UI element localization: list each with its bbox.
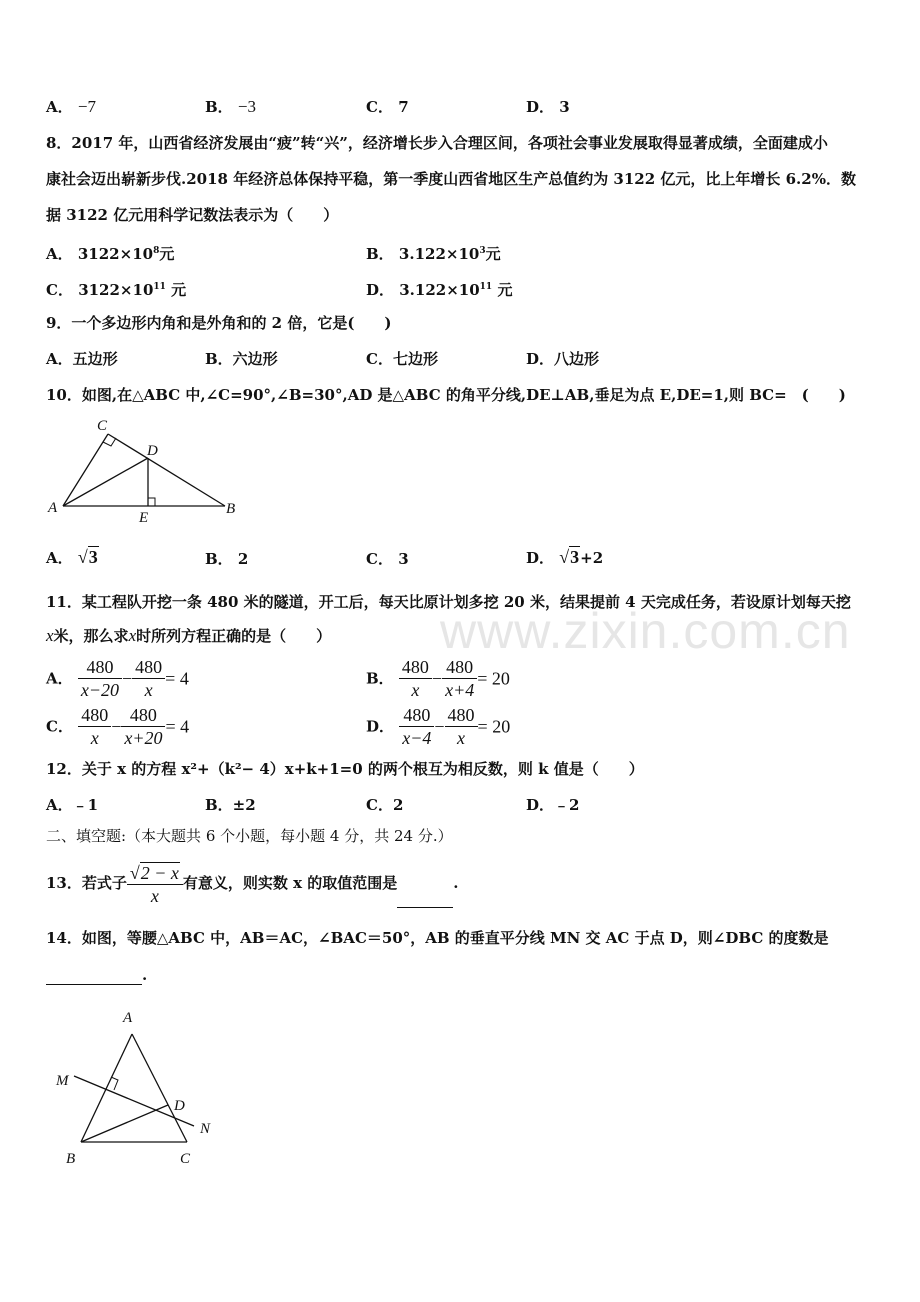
q9-option-b[interactable]: B．六边形	[205, 350, 278, 368]
fig-side-ac	[63, 434, 108, 506]
q14-stem: 14．如图，等腰△ABC 中，AB＝AC，∠BAC＝50°，AB 的垂直平分线 MN 交 AC 于点 D，则∠DBC 的度数是	[46, 929, 829, 947]
q9-option-a[interactable]: A．五边形	[46, 350, 118, 368]
q8-option-a[interactable]: A． $3122\times 10^8$元	[46, 245, 175, 263]
q9-option-c[interactable]: C．七边形	[366, 350, 438, 368]
fig-label-d: D	[174, 1098, 185, 1114]
q11-option-a[interactable]: A． $\frac{480}{x-20}$ − $\frac{480}{x}$ = 4	[46, 657, 189, 700]
fig-label-e: E	[139, 510, 149, 526]
q11-option-c[interactable]: C． $\frac{480}{x}$ − $\frac{480}{x+20}$ = 4	[46, 705, 190, 748]
q7-option-a[interactable]: A． −7	[46, 97, 96, 116]
q12-option-c[interactable]: C．2	[366, 796, 404, 814]
q9-stem: 9．一个多边形内角和是外角和的 2 倍，它是( )	[46, 314, 392, 332]
sqrt-symbol: √3	[559, 547, 580, 567]
fig-side-ac	[132, 1034, 187, 1142]
q10-option-d[interactable]: D． √3+2	[526, 547, 604, 567]
q11-option-b[interactable]: B． $\frac{480}{x}$ − $\frac{480}{x+4}$ = 20	[366, 657, 510, 700]
q14-answer-line: .	[46, 965, 147, 985]
q8-option-c[interactable]: C． $3122\times 10^{11}$ 元	[46, 281, 187, 299]
q10-stem: 10．如图,在△ABC 中,∠C=90°,∠B=30°,AD 是△ABC 的角平分线,DE⊥AB,垂足为点 E,DE=1,则 BC= ( )	[46, 386, 846, 404]
fig-label-a: A	[123, 1010, 133, 1026]
fig-segment-bd	[81, 1105, 168, 1142]
q8-option-b[interactable]: B． $3.122\times 10^3$元	[366, 245, 501, 263]
q9-option-d[interactable]: D．八边形	[526, 350, 600, 368]
fig-right-angle-mark	[111, 1077, 118, 1090]
q11-option-d[interactable]: D． $\frac{480}{x-4}$ − $\frac{480}{x}$ = 20	[366, 705, 511, 748]
q12-option-d[interactable]: D．﹣2	[526, 796, 580, 814]
fig-label-a: A	[48, 500, 58, 516]
q7-option-c[interactable]: C． 7	[366, 98, 409, 116]
fig-label-c: C	[180, 1151, 191, 1167]
q14-answer-blank[interactable]	[46, 984, 142, 985]
fig-right-angle-e	[148, 498, 155, 506]
fig-label-b: B	[226, 501, 236, 517]
watermark: www.zixin.com.cn	[440, 603, 851, 659]
q12-stem: 12．关于 x 的方程 x²+（k²− 4）x+k+1=0 的两个根互为相反数，则 k 值是（ ）	[46, 760, 644, 778]
section-fill-in-heading: 二、填空题:（本大题共 6 个小题，每小题 4 分，共 24 分.）	[46, 827, 453, 845]
q10-option-a[interactable]: A． √3	[46, 547, 98, 567]
q8-stem-line2: 康社会迈出崭新步伐.2018 年经济总体保持平稳，第一季度山西省地区生产总值约为 3122 亿元，比上年增长 6.2%．数	[46, 170, 856, 188]
fig-label-m: M	[56, 1073, 69, 1089]
fig-side-ab	[81, 1034, 132, 1142]
q7-option-d[interactable]: D． 3	[526, 98, 570, 116]
fig-label-c: C	[97, 418, 108, 434]
q8-stem-line1: 8．2017 年，山西省经济发展由“疲”转“兴”，经济增长步入合理区间，各项社会事业发展取得显著成绩，全面建成小	[46, 134, 828, 152]
q8-stem-line3: 据 3122 亿元用科学记数法表示为（ ）	[46, 206, 339, 224]
q10-option-b[interactable]: B． 2	[205, 550, 249, 568]
q13-answer-blank[interactable]	[397, 907, 453, 908]
fig-segment-ad	[63, 458, 148, 506]
q10-triangle-figure	[40, 412, 250, 532]
q12-option-a[interactable]: A．﹣1	[46, 796, 99, 814]
q13-stem: 13．若式子 $\frac{√2 - x}{x}$ 有意义，则实数 x 的取值范围是 .	[46, 858, 459, 908]
fig-label-d: D	[147, 443, 158, 459]
q14-isosceles-figure	[48, 1000, 228, 1175]
q11-stem-line1: 11．某工程队开挖一条 480 米的隧道，开工后，每天比原计划多挖 20 米，结果提前 4 天完成任务，若设原计划每天挖	[46, 593, 851, 611]
q10-option-c[interactable]: C． 3	[366, 550, 409, 568]
q11-stem-line2: x米，那么求x时所列方程正确的是（ ）	[46, 626, 332, 645]
sqrt-symbol: √3	[77, 547, 98, 567]
q7-option-b[interactable]: B． −3	[205, 97, 257, 116]
fig-label-b: B	[66, 1151, 76, 1167]
q8-option-d[interactable]: D． $3.122\times 10^{11}$ 元	[366, 281, 513, 299]
q12-option-b[interactable]: B．±2	[205, 796, 256, 814]
fig-label-n: N	[200, 1121, 211, 1137]
